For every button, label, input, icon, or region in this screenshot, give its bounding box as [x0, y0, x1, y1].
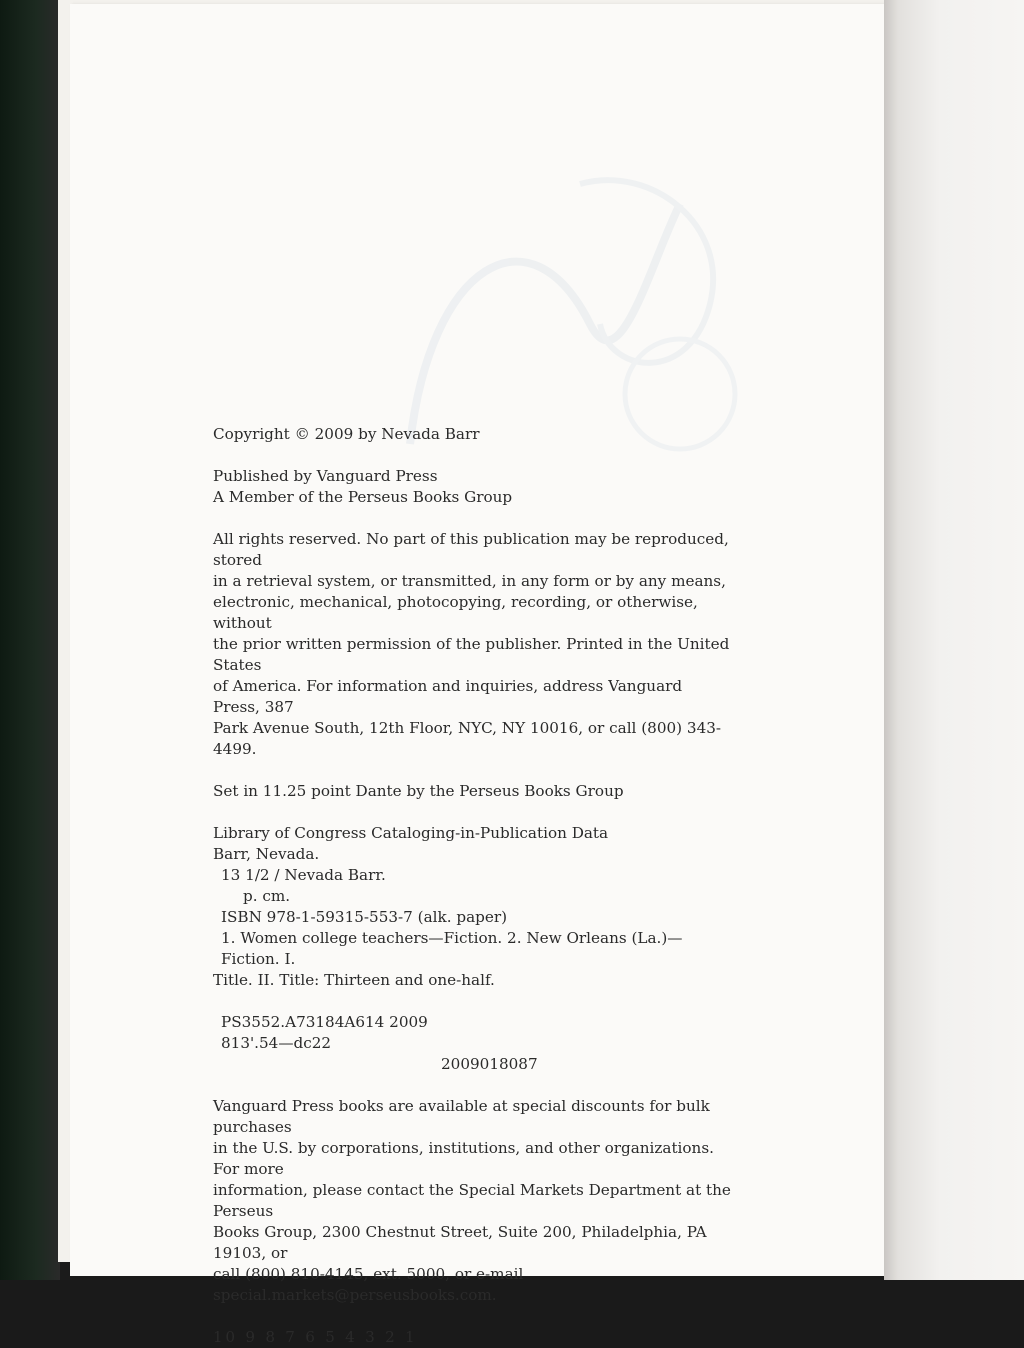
- special-markets-line: Vanguard Press books are available at special discounts for bulk purchases: [213, 1097, 710, 1136]
- rights-line: the prior written permission of the publisher. Printed in the United States: [213, 635, 730, 674]
- publisher-line-1: Published by Vanguard Press: [213, 467, 438, 485]
- cip-title: 13 1/2 / Nevada Barr.: [221, 866, 386, 884]
- typeset-line: Set in 11.25 point Dante by the Perseus Books Group: [213, 782, 624, 800]
- rights-line: of America. For information and inquiries, address Vanguard Press, 387: [213, 677, 683, 716]
- rights-line: electronic, mechanical, photocopying, recording, or otherwise, without: [213, 593, 698, 632]
- cip-lccn: 2009018087: [441, 1055, 538, 1073]
- special-markets-line: information, please contact the Special Markets Department at the Perseus: [213, 1181, 731, 1220]
- special-markets-line: special.markets@perseusbooks.com.: [213, 1286, 497, 1304]
- special-markets-line: in the U.S. by corporations, institutions, and other organizations. For more: [213, 1139, 714, 1178]
- cip-pages: p. cm.: [243, 887, 291, 905]
- book-cover-edge: [0, 0, 60, 1280]
- cip-isbn: ISBN 978-1-59315-553-7 (alk. paper): [221, 908, 508, 926]
- facing-page-edge: [884, 0, 1024, 1280]
- publisher-line-2: A Member of the Perseus Books Group: [213, 488, 513, 506]
- printing-line: 10 9 8 7 6 5 4 3 2 1: [213, 1328, 418, 1346]
- rights-line: Park Avenue South, 12th Floor, NYC, NY 10016, or call (800) 343-4499.: [213, 719, 722, 758]
- cip-subjects: 1. Women college teachers—Fiction. 2. New Orleans (La.)—Fiction. I.: [221, 929, 683, 968]
- cip-call-number: PS3552.A73184A614 2009: [221, 1013, 428, 1031]
- cip-author: Barr, Nevada.: [213, 845, 320, 863]
- cip-dewey: 813'.54—dc22: [221, 1034, 332, 1052]
- rights-line: in a retrieval system, or transmitted, in any form or by any means,: [213, 572, 726, 590]
- copyright-text-block: [213, 424, 733, 1348]
- copyright-line: Copyright © 2009 by Nevada Barr: [213, 425, 480, 443]
- cip-heading: Library of Congress Cataloging-in-Publication Data: [213, 824, 609, 842]
- rights-line: All rights reserved. No part of this publication may be reproduced, stored: [213, 530, 729, 569]
- special-markets-line: Books Group, 2300 Chestnut Street, Suite 200, Philadelphia, PA 19103, or: [213, 1223, 707, 1262]
- special-markets-line: call (800) 810-4145, ext. 5000, or e-mail: [213, 1265, 524, 1283]
- cip-subjects-continued: Title. II. Title: Thirteen and one-half.: [213, 971, 495, 989]
